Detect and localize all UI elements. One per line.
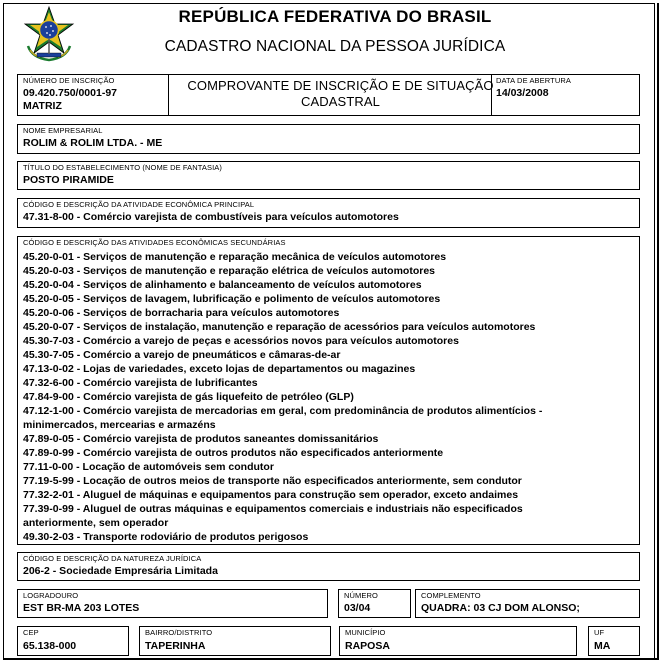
municipio-box (339, 626, 577, 656)
atividade-secundaria-line: 47.12-1-00 - Comércio varejista de mercadorias em geral, com predominância de produtos alimentícios - (23, 405, 543, 417)
natureza-juridica-label: CÓDIGO E DESCRIÇÃO DA NATUREZA JURÍDICA (23, 554, 202, 563)
atividade-secundaria-line: 47.13-0-02 - Lojas de variedades, exceto lojas de departamentos ou magazines (23, 363, 416, 375)
logradouro-value: EST BR-MA 203 LOTES (23, 602, 140, 614)
atividade-principal-value: 47.31-8-00 - Comércio varejista de combustíveis para veículos automotores (23, 211, 399, 223)
atividade-secundaria-line: 45.20-0-07 - Serviços de instalação, manutenção e reparação de acessórios para veículos automotores (23, 321, 536, 333)
frame-shadow-right (657, 3, 659, 659)
logradouro-box (17, 589, 328, 618)
nome-fantasia-value: POSTO PIRAMIDE (23, 174, 114, 186)
nome-empresarial-label: NOME EMPRESARIAL (23, 126, 103, 135)
header-cnpj-title: CADASTRO NACIONAL DA PESSOA JURÍDICA (164, 38, 506, 55)
atividade-secundaria-line: 77.11-0-00 - Locação de automóveis sem condutor (23, 461, 274, 473)
atividades-secundarias-box (17, 236, 640, 545)
complemento-label: COMPLEMENTO (421, 591, 481, 600)
inscricao-label: NÚMERO DE INSCRIÇÃO (23, 76, 115, 85)
atividade-secundaria-line: 45.20-0-04 - Serviços de alinhamento e balanceamento de veículos automotores (23, 279, 422, 291)
atividade-secundaria-line: 77.19-5-99 - Locação de outros meios de transporte não especificados anteriormente, sem condutor (23, 475, 522, 487)
bairro-label: BAIRRO/DISTRITO (145, 628, 213, 637)
cep-value: 65.138-000 (23, 640, 77, 652)
atividade-secundaria-line: anteriormente, sem operador (23, 517, 169, 529)
logradouro-label: LOGRADOURO (23, 591, 79, 600)
atividade-secundaria-line: 45.20-0-01 - Serviços de manutenção e reparação mecânica de veículos automotores (23, 251, 447, 263)
nome-empresarial-value: ROLIM & ROLIM LTDA. - ME (23, 137, 163, 149)
atividade-secundaria-line: 45.20-0-03 - Serviços de manutenção e reparação elétrica de veículos automotores (23, 265, 436, 277)
atividade-secundaria-line: 45.20-0-05 - Serviços de lavagem, lubrificação e polimento de veículos automotores (23, 293, 441, 305)
natureza-juridica-value: 206-2 - Sociedade Empresária Limitada (23, 565, 218, 577)
atividade-secundaria-line: 45.30-7-05 - Comércio a varejo de pneumáticos e câmaras-de-ar (23, 349, 341, 361)
comprovante-title-line1: COMPROVANTE DE INSCRIÇÃO E DE SITUAÇÃO (187, 78, 494, 93)
atividade-secundaria-line: 77.39-0-99 - Aluguel de outras máquinas e equipamentos comerciais e industriais não especificados (23, 503, 523, 515)
complemento-box (415, 589, 640, 618)
abertura-label: DATA DE ABERTURA (496, 76, 571, 85)
numero-box (338, 589, 411, 618)
inscricao-number: 09.420.750/0001-97 (23, 87, 118, 99)
bairro-box (139, 626, 331, 656)
cep-label: CEP (23, 628, 39, 637)
atividades-secundarias-label: CÓDIGO E DESCRIÇÃO DAS ATIVIDADES ECONÔMICAS SECUNDÁRIAS (23, 238, 286, 247)
bairro-value: TAPERINHA (145, 640, 206, 652)
atividade-secundaria-line: 45.30-7-03 - Comércio a varejo de peças e acessórios novos para veículos automotores (23, 335, 459, 347)
abertura-date: 14/03/2008 (496, 87, 549, 99)
natureza-juridica-box (17, 552, 640, 581)
atividade-secundaria-line: 47.89-0-05 - Comércio varejista de produtos saneantes domissanitários (23, 433, 379, 445)
inscricao-row (17, 74, 640, 116)
comprovante-title (178, 78, 503, 110)
numero-label: NÚMERO (344, 591, 378, 600)
uf-label: UF (594, 628, 605, 637)
inscricao-type: MATRIZ (23, 100, 62, 112)
brazil-coat-of-arms-icon (22, 6, 76, 62)
atividade-secundaria-line: 45.20-0-06 - Serviços de borracharia para veículos automotores (23, 307, 340, 319)
comprovante-title-line2: CADASTRAL (301, 94, 380, 109)
nome-empresarial-box (17, 124, 640, 154)
atividade-secundaria-line: 77.32-2-01 - Aluguel de máquinas e equipamentos para construção sem operador, exceto andaimes (23, 489, 519, 501)
nome-fantasia-label: TÍTULO DO ESTABELECIMENTO (NOME DE FANTASIA) (23, 163, 223, 172)
atividade-secundaria-line: minimercados, mercearias e armazéns (23, 419, 216, 431)
municipio-label: MUNICÍPIO (345, 628, 386, 637)
atividade-principal-box (17, 198, 640, 228)
municipio-value: RAPOSA (345, 640, 390, 652)
numero-value: 03/04 (344, 602, 371, 614)
atividades-secundarias-list (23, 250, 635, 544)
nome-fantasia-box (17, 161, 640, 190)
atividade-secundaria-line: 47.32-6-00 - Comércio varejista de lubrificantes (23, 377, 258, 389)
atividade-secundaria-line: 47.89-0-99 - Comércio varejista de outros produtos não especificados anteriormente (23, 447, 444, 459)
atividade-secundaria-line: 47.84-9-00 - Comércio varejista de gás liquefeito de petróleo (GLP) (23, 391, 354, 403)
complemento-value: QUADRA: 03 CJ DOM ALONSO; (421, 602, 580, 614)
frame-shadow-bottom (3, 658, 659, 660)
header-republic-title: REPÚBLICA FEDERATIVA DO BRASIL (178, 7, 492, 26)
atividade-secundaria-line: 49.30-2-03 - Transporte rodoviário de produtos perigosos (23, 531, 309, 543)
atividade-principal-label: CÓDIGO E DESCRIÇÃO DA ATIVIDADE ECONÔMICA PRINCIPAL (23, 200, 255, 209)
uf-value: MA (594, 640, 611, 652)
cep-box (17, 626, 129, 656)
uf-box (588, 626, 640, 656)
